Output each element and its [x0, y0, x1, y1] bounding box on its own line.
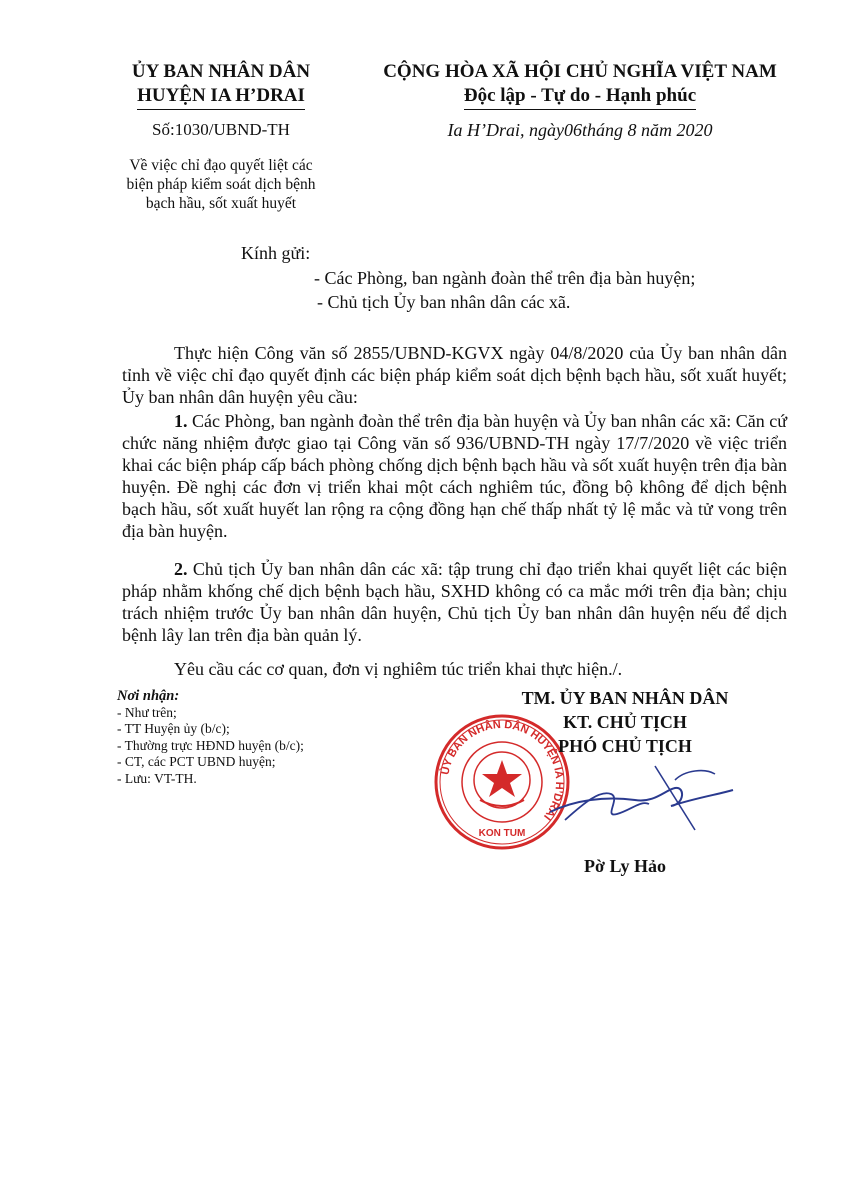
subject-line: biện pháp kiểm soát dịch bệnh — [126, 176, 316, 193]
distribution-item: - Như trên; — [117, 704, 177, 720]
document-number: Số:1030/UBND-TH — [152, 120, 290, 139]
item2-paragraph — [122, 558, 787, 646]
distribution-item: - TT Huyện ủy (b/c); — [117, 721, 230, 736]
item1-number: 1. — [174, 411, 188, 431]
recipient-item: - Các Phòng, ban ngành đoàn thể trên địa bàn huyện; — [314, 268, 696, 288]
distribution-list — [117, 688, 377, 787]
distribution-title: Nơi nhận: — [117, 688, 180, 704]
distribution-item: - Thường trực HĐND huyện (b/c); — [117, 737, 304, 753]
handwritten-signature — [545, 760, 735, 840]
intro-paragraph: Thực hiện Công văn số 2855/UBND-KGVX ngày 04/8/2020 của Ủy ban nhân dân tỉnh về việc chỉ đạo quyết định các biện pháp kiểm soát dịch bệnh bạch hầu, sốt xuất huyết; Ủy ban nhân dân huyện yêu cầu: — [122, 343, 787, 407]
item2-text: Chủ tịch Ủy ban nhân dân các xã: tập trung chỉ đạo triển khai quyết liệt các biện pháp nhằm khống chế dịch bệnh bạch hầu, SXHD không có ca mắc mới trên địa bàn; chịu trách nhiệm trước Ủy ban nhân dân huyện, Chủ tịch Ủy ban nhân dân huyện nếu để dịch bệnh lây lan trên địa bàn quản lý. — [122, 559, 787, 645]
signature-stroke — [675, 771, 715, 780]
body-closing — [122, 658, 787, 680]
distribution-item: - Lưu: VT-TH. — [117, 770, 197, 786]
document-date: Ia H’Drai, ngày06tháng 8 năm 2020 — [447, 120, 713, 140]
item1-paragraph — [122, 410, 787, 542]
national-title: CỘNG HÒA XÃ HỘI CHỦ NGHĨA VIỆT NAM — [383, 61, 777, 82]
recipients-label: Kính gửi: — [241, 243, 311, 263]
signature-block — [480, 686, 770, 758]
signer-name: Pờ Ly Hảo — [584, 856, 666, 876]
document-subject — [104, 156, 338, 213]
national-motto — [360, 84, 800, 110]
recipient-item: - Chủ tịch Ủy ban nhân dân các xã. — [317, 292, 571, 312]
seal-text: ỦY BAN NHÂN DÂN HUYỆN IA H’DRAI — [439, 718, 566, 823]
signature-line: KT. CHỦ TỊCH — [563, 712, 687, 732]
body-item-1 — [122, 410, 787, 542]
signature-stroke — [565, 793, 649, 820]
issuer-name: ỦY BAN NHÂN DÂN — [131, 61, 311, 82]
item2-number: 2. — [174, 559, 188, 579]
body-item-2 — [122, 558, 787, 646]
signature-line: TM. ỦY BAN NHÂN DÂN — [521, 688, 729, 708]
seal-bottom-text: KON TUM — [478, 828, 526, 839]
national-motto-text: Độc lập - Tự do - Hạnh phúc — [464, 84, 696, 110]
emblem-ribbon — [480, 800, 524, 806]
subject-line: Về việc chỉ đạo quyết liệt các — [129, 157, 313, 174]
body-intro — [122, 342, 787, 408]
star-icon — [482, 760, 522, 797]
issuer-district — [112, 84, 330, 110]
closing-paragraph: Yêu cầu các cơ quan, đơn vị nghiêm túc triển khai thực hiện./. — [174, 659, 623, 679]
subject-line: bạch hầu, sốt xuất huyết — [145, 195, 297, 212]
signature-line: PHÓ CHỦ TỊCH — [558, 736, 692, 756]
item1-text: Các Phòng, ban ngành đoàn thể trên địa bàn huyện và Ủy ban nhân các xã: Căn cứ chức năng nhiệm được giao tại Công văn số 936/UBND-TH ngày 17/7/2020 về việc triển khai các biện pháp cấp bách phòng chống dịch bệnh bạch hầu và sốt xuất huyện trên địa bàn huyện. Đề nghị các đơn vị triển khai một cách nghiêm túc, đồng bộ không để dịch bệnh bạch hầu, sốt xuất huyết lan rộng ra cộng đồng hạn chế thấp nhất tỷ lệ mắc và tử vong trên địa bàn huyện. — [122, 411, 787, 541]
signature-stroke — [655, 766, 695, 830]
issuer-district-text: HUYỆN IA H’DRAI — [137, 84, 305, 110]
distribution-item: - CT, các PCT UBND huyện; — [117, 754, 276, 769]
